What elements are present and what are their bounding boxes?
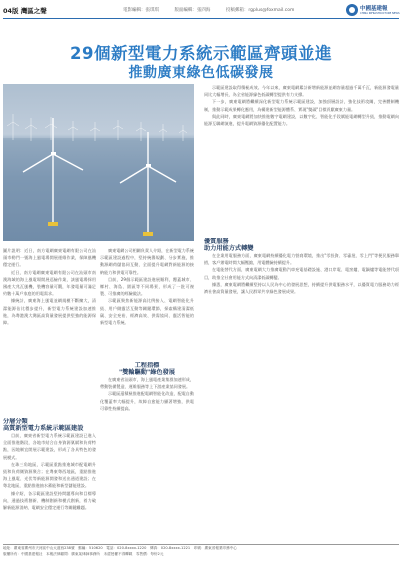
column-left-top <box>3 247 96 359</box>
paragraph: 目前，29個示範區建設進展順利，覆蓋城市、鄉村、海島、園區等不同場景，形成了一批可複製、可推廣的經驗做法。 <box>100 276 194 297</box>
column-right-top <box>204 84 399 234</box>
paragraph: 下一步，廣東電網將繼續深化新型電力系統示範區建設，加強頂層設計，強化技術攻關，完善體制機制，推動示範成果轉化應用，為構建新型能源體系、實現"雙碳"目標貢獻廣東力量。 <box>204 99 399 112</box>
designer-credit: 版面編輯：張四海 <box>174 8 211 13</box>
logo-subtitle: CHINA INFRASTRUCTURE NEWS <box>360 12 400 15</box>
newspaper-logo <box>346 3 398 19</box>
footer-line: 地址：廣東省廣州市天河區中山大道西238號 郵編：510620 電話：020-8xxxx-1220 傳真：020-8xxxx-1221 印刷：廣東省報業印務中心 <box>3 546 237 550</box>
paragraph: 示範區聚焦新能源高比例接入、電網智能化升級、用戶側靈活互動等關鍵環節，探索構建清潔低碳、安全充裕、經濟高效、供需協同、靈活智能的新型電力系統。 <box>100 298 194 326</box>
paragraph: 廣東電網公司相關負責人介紹，在新型電力系統示範區建設過程中，堅持統籌規劃、分步實施，推動源網荷儲協同互動，全面提升電網對新能源的接納能力和供電可靠性。 <box>100 248 194 275</box>
column-mid-top <box>100 247 194 359</box>
email-credit: 投稿郵箱：rgplus@foxmail.com <box>225 8 295 13</box>
footer-divider <box>3 544 399 545</box>
editor-credit: 電影編輯：張琪琪 <box>123 8 159 13</box>
wind-farm-photo <box>3 84 194 241</box>
photo-caption: 圖片説明：近日，南方電網廣東電網有限公司在汕頭市勒門一號海上風電場開展運維作業，保障風機穩定運行。 <box>3 248 96 268</box>
paragraph: 示範區還積極推進配電網智能化改造，配電自動化覆蓋率大幅提升，故障自愈能力顯著增強，供電可靠性持續提高。 <box>100 391 194 411</box>
article-subtitle: 推動廣東綠色低碳發展 <box>128 65 274 81</box>
logo-mark-icon <box>346 4 358 16</box>
paragraph: 近日，南方電網廣東電網有限公司在汕頭市南澳海域的海上風電場開展巡檢作業，該風電場採用國產大兆瓦風機，裝機容量可觀，年發電量可滿足約數十萬戶家庭的用電需求。 <box>3 269 96 297</box>
column-mid-bottom <box>100 362 194 542</box>
paragraph: 示範區建設取得積極成效。今年以來，廣東電網累計新增新能源並網容量超過千萬千瓦，新能源發電量同比大幅增長，為全省能源綠色低碳轉型提供有力支撐。 <box>204 85 399 98</box>
header-meta <box>123 7 308 13</box>
paragraph: 在廣東省汕頭市，海上風電產業集群加速形成，帶動裝備製造、運維服務等上下游產業協同發展。 <box>100 377 194 390</box>
column-left-bottom <box>3 418 96 542</box>
wind-turbines-illustration <box>3 84 194 241</box>
section-heading-demo-zones: 分層分類 高質新型電力系統示範區建設 <box>3 418 84 432</box>
page-header <box>0 0 402 22</box>
logo-name: 中國基建報 <box>360 6 388 12</box>
paragraph: 在電能替代方面，廣東電網大力推廣電動汽車充電基礎設施、港口岸電、電窯爐、電鍋爐等電能替代項目，助推全社會用能方式向清潔低碳轉變。 <box>204 267 399 280</box>
paragraph: 在珠三角地區，示範區重點推進城市配電網升級和負荷側資源聚合；在粵東粵西地區，重點推進海上風電、光伏等新能源開發和送出通道建設；在粵北地區，重點推進抽水蓄能和新型儲能建設。 <box>3 461 96 489</box>
section-heading-service: 優質服務 助力用能方式轉變 <box>204 238 254 252</box>
paragraph: 在企業用電服務方面，廣東電網持續優化電力營商環境，推出"零投資、零審批、零上門"等便民服務舉措，客戶辦電時間大幅壓縮，用電體驗持續提升。 <box>204 253 399 266</box>
section-heading-engineering: 工程指標 "雙輪驅動"綠色發展 <box>119 362 175 376</box>
page-footer <box>3 546 399 557</box>
paragraph: 與此同時，廣東電網將加快推進數字電網建設，以數字化、智能化手段賦能電網轉型升級，推動電網向能源互聯網演進，提升電網資源優化配置能力。 <box>204 113 399 127</box>
column-right-bottom <box>204 238 399 542</box>
paragraph: 據介紹，各示範區建設堅持問題導向和目標導向，通過技術創新、機制創新和模式創新，着力破解新能源消納、電網安全穩定運行等關鍵難題。 <box>3 490 96 511</box>
page-number: 04版 灣區之聲 <box>3 7 47 15</box>
paragraph: 目前，廣東省新型電力系統示範區建設已進入全面推進階段，各地市結合自身資源稟賦和負荷特點，因地制宜開展示範建設，形成了各具特色的發展模式。 <box>3 433 96 460</box>
article-title: 29個新型電力系統示範區齊頭並進 <box>70 44 332 63</box>
footer-line: 版權所有：中國基建報社 本報法律顧問：廣東某律師事務所 未經授權不得轉載 零售價：每份2元 <box>3 551 164 556</box>
header-divider <box>3 18 399 19</box>
paragraph: 據悉，廣東電網將繼續堅持以人民為中心的發展思想，持續提升供電服務水平，以優質電力服務助力經濟社會高質量發展，讓人民群眾共享綠色發展成果。 <box>204 281 399 295</box>
paragraph: 據統計，廣東海上風電並網規模不斷擴大，清潔能源佔比穩步提升，新型電力系統建設加速推進，為粵港澳大灣區高質量發展提供堅強的能源保障。 <box>3 298 96 326</box>
